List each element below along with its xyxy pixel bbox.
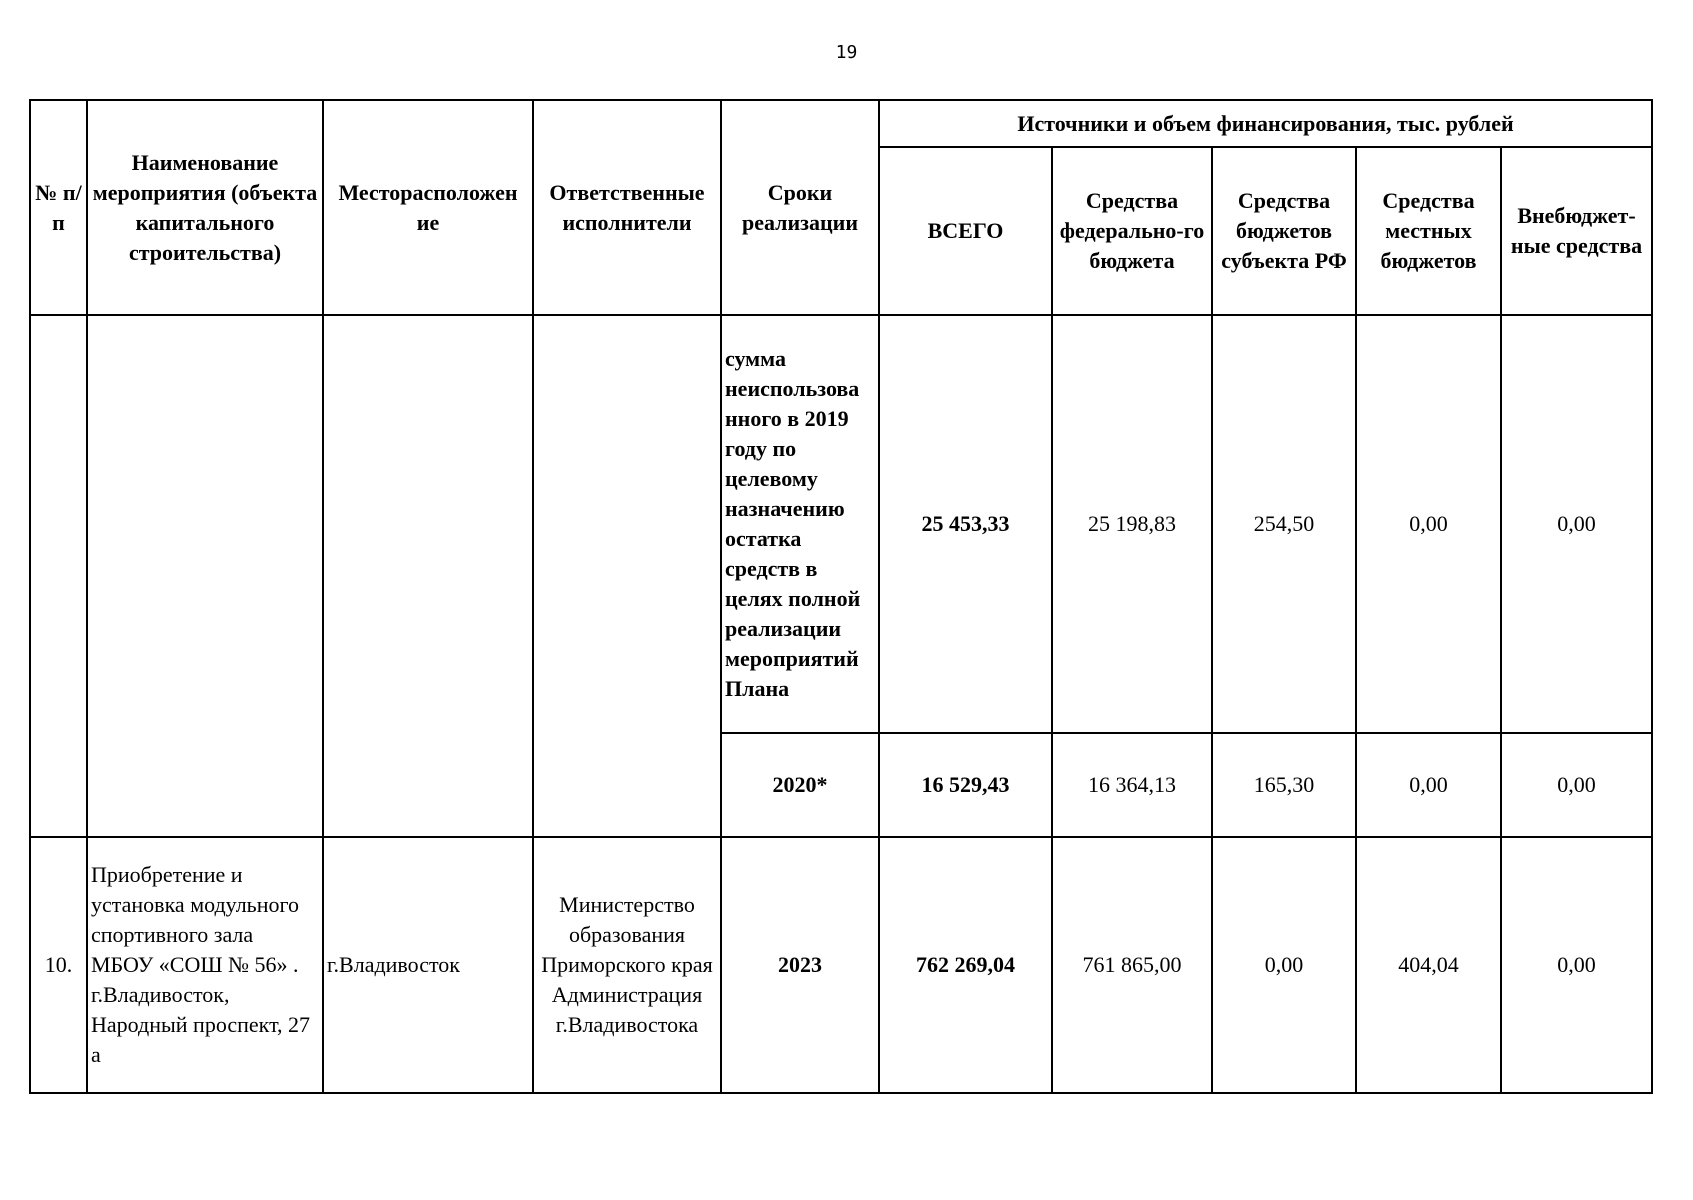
header-federal: Средства федерально-го бюджета: [1052, 147, 1212, 315]
row-subject: 254,50: [1212, 315, 1356, 733]
header-location: Месторасположен ие: [323, 100, 533, 315]
header-no: № п/п: [30, 100, 87, 315]
header-name: Наименование мероприятия (объекта капитального строительства): [87, 100, 323, 315]
row-federal: 761 865,00: [1052, 837, 1212, 1093]
header-local: Средства местных бюджетов: [1356, 147, 1501, 315]
row-total: 762 269,04: [879, 837, 1052, 1093]
row-offbudget: 0,00: [1501, 315, 1652, 733]
row-local: 404,04: [1356, 837, 1501, 1093]
row-responsible: Министерство образования Приморского края Администрация г.Владивостока: [533, 837, 721, 1093]
header-responsible: Ответственные исполнители: [533, 100, 721, 315]
row-responsible-cell: [533, 315, 721, 837]
financing-table: [29, 99, 1653, 1094]
row-total: 16 529,43: [879, 733, 1052, 837]
header-row-top: [30, 100, 1652, 147]
row-no: 10.: [30, 837, 87, 1093]
row-local: 0,00: [1356, 315, 1501, 733]
row-federal: 25 198,83: [1052, 315, 1212, 733]
table-row: [30, 315, 1652, 733]
row-name: Приобретение и установка модульного спортивного зала МБОУ «СОШ № 56» . г.Владивосток, Народный проспект, 27 а: [87, 837, 323, 1093]
row-term: сумма неиспользова нного в 2019 году по целевому назначению остатка средств в целях полной реализации мероприятий Плана: [721, 315, 879, 733]
row-location-cell: [323, 315, 533, 837]
row-subject: 0,00: [1212, 837, 1356, 1093]
row-term: 2023: [721, 837, 879, 1093]
row-offbudget: 0,00: [1501, 733, 1652, 837]
row-total: 25 453,33: [879, 315, 1052, 733]
row-federal: 16 364,13: [1052, 733, 1212, 837]
row-location: г.Владивосток: [323, 837, 533, 1093]
header-terms: Сроки реализации: [721, 100, 879, 315]
header-total: ВСЕГО: [879, 147, 1052, 315]
row-term: 2020*: [721, 733, 879, 837]
header-subject: Средства бюджетов субъекта РФ: [1212, 147, 1356, 315]
row-no-cell: [30, 315, 87, 837]
row-offbudget: 0,00: [1501, 837, 1652, 1093]
row-name-cell: [87, 315, 323, 837]
header-offbudget: Внебюджет-ные средства: [1501, 147, 1652, 315]
header-funding-group: Источники и объем финансирования, тыс. рублей: [879, 100, 1652, 147]
page-number: 19: [835, 42, 858, 63]
row-local: 0,00: [1356, 733, 1501, 837]
table-row: [30, 837, 1652, 1093]
row-subject: 165,30: [1212, 733, 1356, 837]
